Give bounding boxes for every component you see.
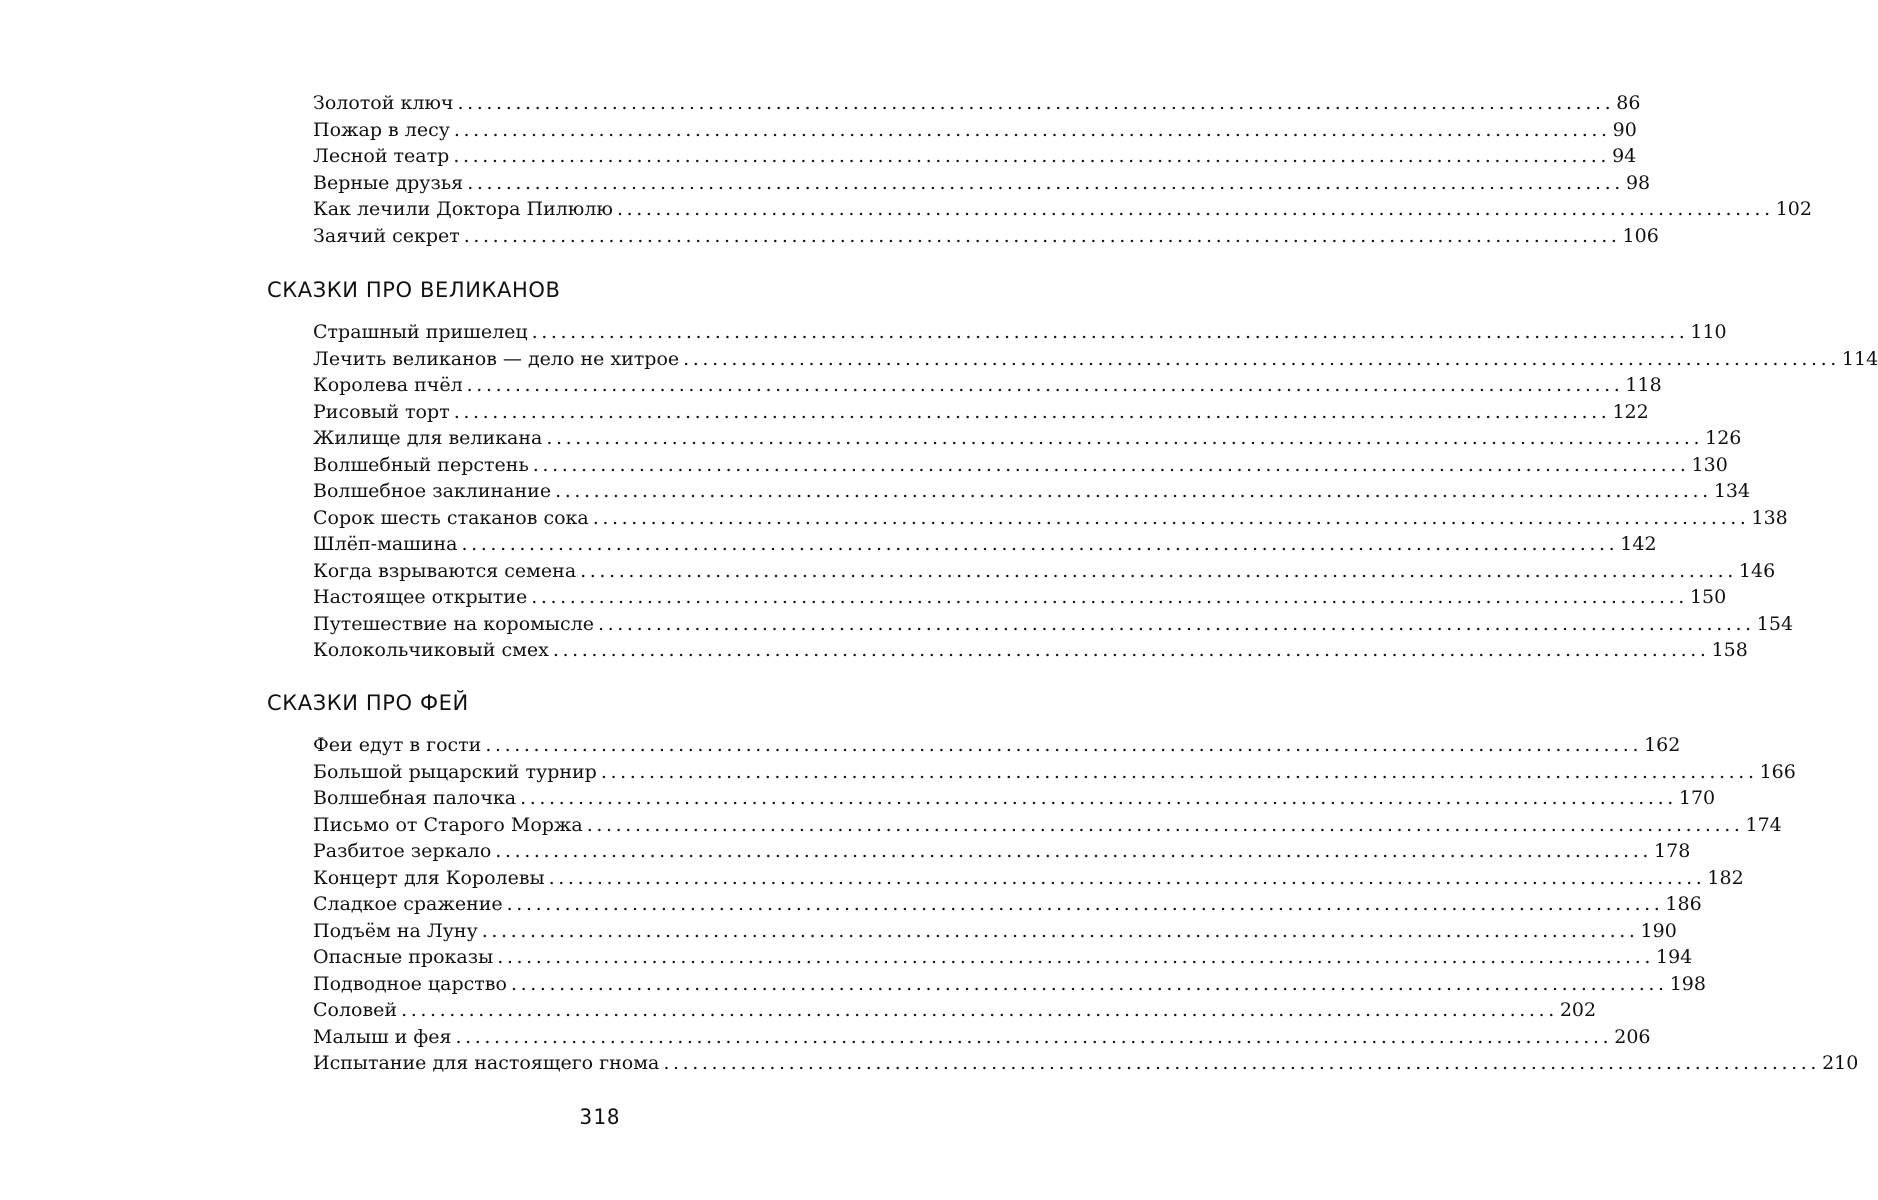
toc-entry [313,944,1693,971]
dot-leader: ........................................................................................................................ [453,400,1611,423]
toc-entry [313,918,1677,945]
toc-entry-title: Лесной театр [313,145,450,167]
toc-entry-page: 166 [1759,760,1796,783]
dot-leader: ........................................................................................................................ [467,171,1624,194]
toc-entry [313,196,1812,223]
toc-entry-title: Как лечили Доктора Пилюлю [313,198,613,220]
toc-entry-page: 98 [1625,171,1651,194]
toc-entry-page: 110 [1690,321,1727,343]
dot-leader: ........................................................................................................................ [555,480,1712,502]
dot-leader: ........................................................................................................................ [510,972,1668,995]
dot-leader: ........................................................................................................................ [461,533,1619,555]
toc-entry-page: 106 [1622,224,1659,247]
toc-entry-page: 90 [1612,118,1637,141]
toc-entry-title: Соловей [313,999,398,1021]
toc-entry-page: 118 [1625,374,1662,396]
toc-entry-title: Волшебная палочка [313,787,517,809]
toc-entry-page: 174 [1745,813,1782,836]
toc-entry-title: Рисовый торт [313,400,450,423]
toc-entry-page: 198 [1669,972,1706,995]
toc-entry-page: 126 [1705,427,1742,449]
toc-entry-page: 138 [1751,506,1788,529]
toc-entry-title: Когда взрываются семена [313,559,577,582]
toc-entry [313,759,1796,786]
dot-leader: ........................................................................................................................ [548,866,1706,889]
toc-entry-page: 158 [1711,639,1748,661]
dot-leader: ........................................................................................................................ [520,787,1677,809]
toc-entry-page: 122 [1612,400,1649,423]
section-heading: СКАЗКИ ПРО ВЕЛИКАНОВ [267,278,561,302]
toc-entry-page: 194 [1655,946,1693,968]
toc-entry-title: Королева пчёл [313,374,463,396]
dot-leader: ........................................................................................................................ [463,224,1621,247]
toc-entry-page: 182 [1707,866,1744,889]
dot-leader: ........................................................................................................................ [481,919,1639,942]
toc-entry-title: Настоящее открытие [313,586,528,608]
toc-list [313,319,1878,664]
dot-leader: ........................................................................................................................ [592,506,1750,529]
toc-entry [313,90,1641,117]
dot-leader: ........................................................................................................................ [497,946,1654,968]
dot-leader: ........................................................................................................................ [580,559,1737,582]
dot-leader: ........................................................................................................................ [683,347,1840,370]
dot-leader: ........................................................................................................................ [466,374,1624,396]
toc-entry-page: 154 [1756,612,1794,635]
toc-entry [313,865,1744,892]
toc-entry [313,143,1637,170]
toc-entry [313,505,1788,532]
toc-entry-title: Письмо от Старого Моржа [313,813,583,836]
dot-leader: ........................................................................................................................ [663,1052,1821,1074]
toc-entry [313,584,1727,611]
dot-leader: ........................................................................................................................ [598,612,1755,635]
toc-entry [313,531,1657,558]
toc-entry-title: Верные друзья [313,171,464,194]
toc-entry-title: Подъём на Луну [313,919,478,942]
toc-entry [313,637,1748,664]
toc-entry-title: Золотой ключ [313,92,454,114]
toc-entry [313,971,1706,998]
toc-entry-title: Колокольчиковый смех [313,639,549,661]
toc-entry [313,558,1776,585]
toc-entry-title: Жилище для великана [313,427,543,449]
toc-entry-page: 186 [1665,893,1702,915]
dot-leader: ........................................................................................................................ [457,92,1615,114]
toc-list [313,732,1859,1077]
dot-leader: ........................................................................................................................ [600,760,1758,783]
dot-leader: ........................................................................................................................ [532,453,1690,476]
toc-entry [313,372,1662,399]
toc-list [313,90,1812,249]
toc-entry-title: Малыш и фея [313,1025,452,1048]
toc-entry-page: 202 [1559,999,1597,1021]
toc-entry [313,1050,1859,1077]
toc-entry-title: Заячий секрет [313,224,460,247]
toc-entry [313,223,1659,250]
dot-leader: ........................................................................................................................ [546,427,1704,449]
toc-entry [313,891,1702,918]
toc-entry-page: 170 [1678,787,1716,809]
toc-entry-title: Путешествие на коромысле [313,612,595,635]
toc-entry [313,997,1597,1024]
toc-entry-title: Разбитое зеркало [313,840,492,862]
toc-entry [313,1024,1651,1051]
dot-leader: ........................................................................................................................ [586,813,1744,836]
toc-entry [313,452,1728,479]
toc-entry [313,732,1681,759]
toc-entry-title: Опасные проказы [313,946,494,968]
toc-entry-page: 142 [1620,533,1657,555]
toc-entry [313,838,1691,865]
dot-leader: ........................................................................................................................ [506,893,1664,915]
toc-entry-page: 94 [1612,145,1637,167]
dot-leader: ........................................................................................................................ [552,639,1710,661]
toc-entry-page: 150 [1689,586,1727,608]
toc-entry [313,425,1742,452]
toc-entry [313,319,1727,346]
dot-leader: ........................................................................................................................ [485,734,1643,756]
toc-entry [313,611,1794,638]
dot-leader: ........................................................................................................................ [616,198,1774,220]
page-number: 318 [579,1105,621,1129]
toc-entry-title: Сладкое сражение [313,893,503,915]
toc-entry-title: Испытание для настоящего гнома [313,1052,660,1074]
toc-entry-title: Большой рыцарский турнир [313,760,597,783]
toc-entry [313,399,1649,426]
toc-entry-page: 206 [1614,1025,1651,1048]
toc-entry-title: Волшебное заклинание [313,480,552,502]
section-heading: СКАЗКИ ПРО ФЕЙ [267,691,469,715]
toc-entry [313,346,1878,373]
toc-entry [313,812,1782,839]
toc-entry-page: 134 [1713,480,1751,502]
toc-entry-page: 210 [1822,1052,1859,1074]
dot-leader: ........................................................................................................................ [455,1025,1613,1048]
toc-entry [313,117,1637,144]
toc-entry-title: Волшебный перстень [313,453,529,476]
toc-entry-page: 114 [1841,347,1878,370]
toc-entry-title: Лечить великанов — дело не хитрое [313,347,680,370]
toc-entry [313,478,1751,505]
toc-entry-page: 178 [1654,840,1691,862]
dot-leader: ........................................................................................................................ [531,321,1689,343]
toc-entry-page: 162 [1644,734,1681,756]
toc-entry-page: 130 [1691,453,1728,476]
dot-leader: ........................................................................................................................ [495,840,1653,862]
toc-entry-title: Феи едут в гости [313,734,482,756]
dot-leader: ........................................................................................................................ [531,586,1688,608]
toc-entry-page: 86 [1616,92,1641,114]
dot-leader: ........................................................................................................................ [453,118,1611,141]
toc-entry-title: Концерт для Королевы [313,866,545,889]
toc-entry-title: Сорок шесть стаканов сока [313,506,589,529]
toc-entry-title: Подводное царство [313,972,507,995]
toc-entry-page: 146 [1738,559,1776,582]
dot-leader: ........................................................................................................................ [453,145,1611,167]
toc-entry [313,785,1716,812]
toc-entry-title: Шлёп-машина [313,533,458,555]
toc-entry-title: Пожар в лесу [313,118,450,141]
dot-leader: ........................................................................................................................ [401,999,1558,1021]
toc-entry-page: 190 [1640,919,1677,942]
toc-entry-page: 102 [1775,198,1812,220]
toc-entry-title: Страшный пришелец [313,321,528,343]
toc-entry [313,170,1651,197]
